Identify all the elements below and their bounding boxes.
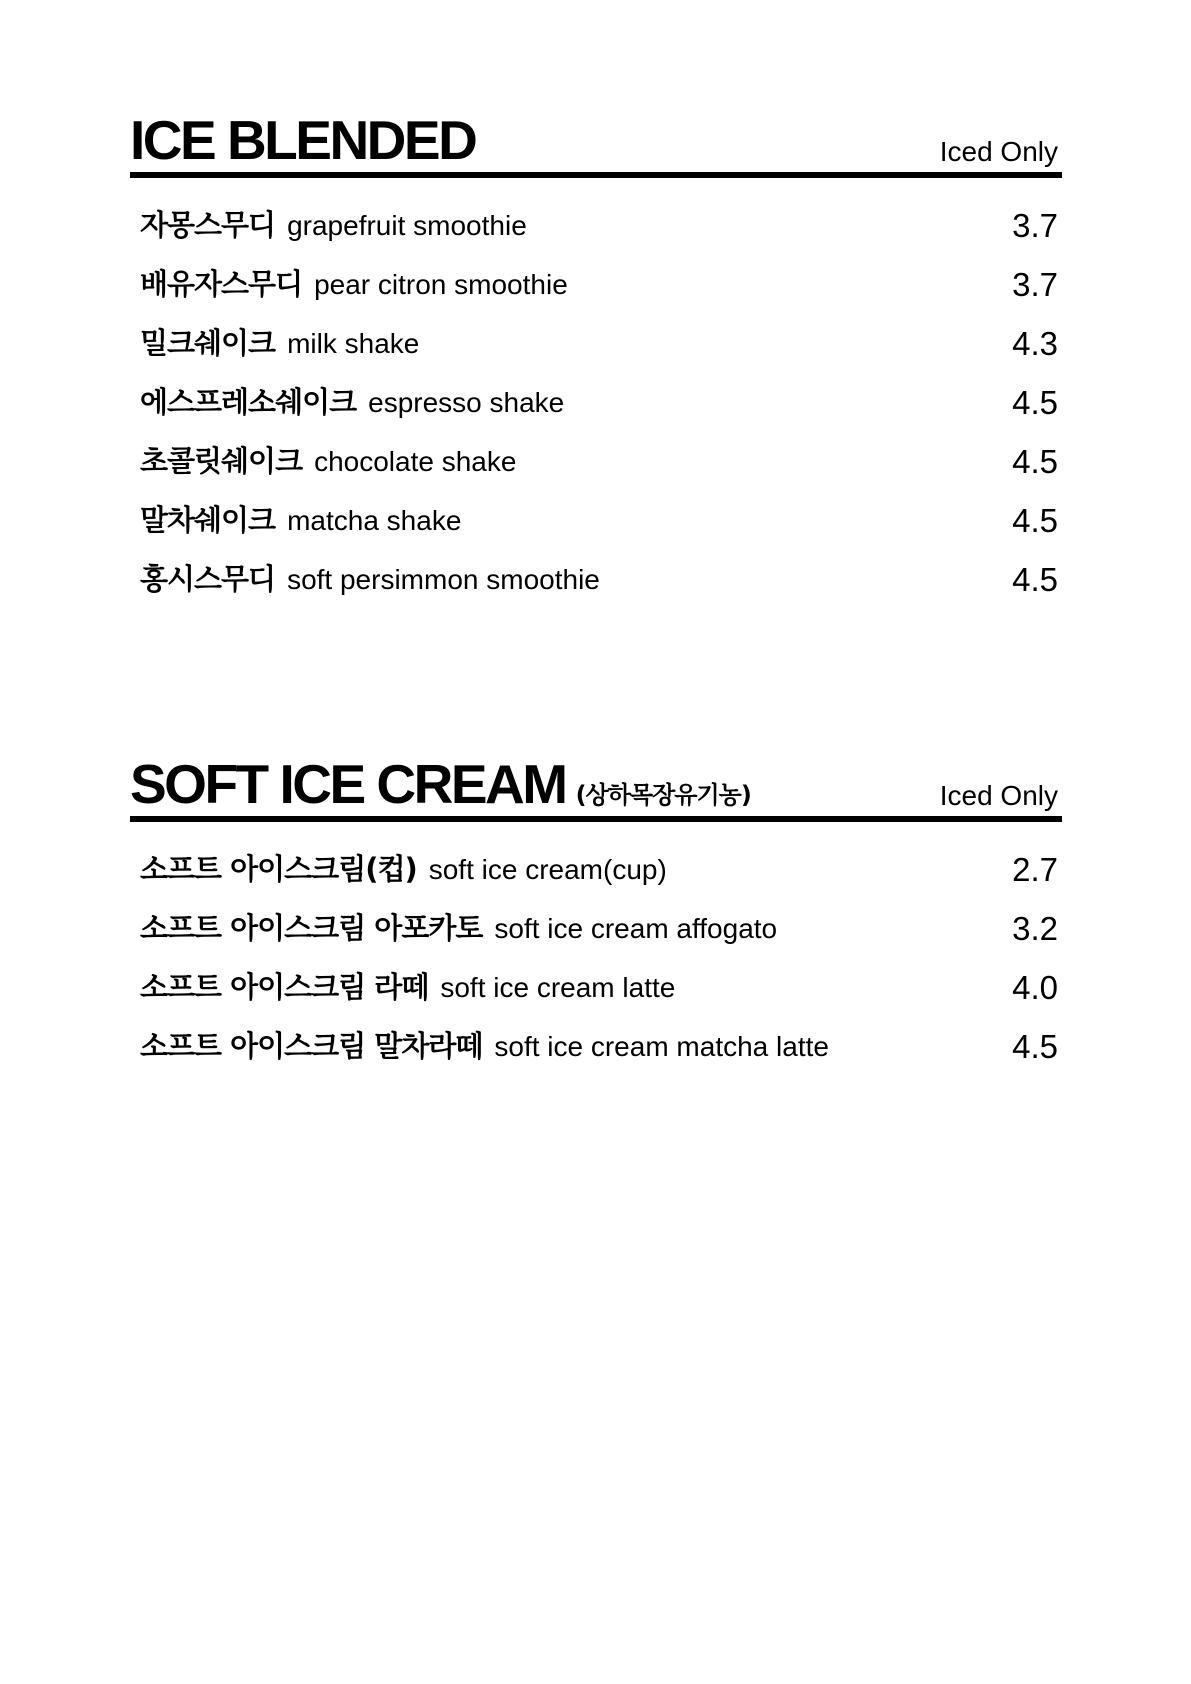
item-price: 4.0	[1012, 969, 1058, 1006]
item-korean-name: 소프트 아이스크림 아포카토	[140, 911, 483, 945]
menu-section-ice-blended	[130, 108, 1062, 609]
item-english-name: pear citron smoothie	[314, 269, 568, 300]
item-price: 3.7	[1012, 207, 1058, 244]
item-korean-name: 에스프레소쉐이크	[140, 385, 357, 419]
item-korean-name: 말차쉐이크	[140, 503, 276, 537]
menu-item	[140, 840, 1062, 899]
item-english-name: soft ice cream(cup)	[428, 854, 667, 885]
section-subtitle: (상하목장유기농)	[575, 781, 751, 809]
item-price: 4.5	[1012, 443, 1058, 480]
item-english-name: soft ice cream latte	[440, 972, 676, 1003]
menu-item	[140, 899, 1062, 958]
menu-item	[140, 196, 1062, 255]
item-english-name: soft ice cream affogato	[494, 913, 778, 944]
menu-item	[140, 491, 1062, 550]
item-price: 4.3	[1012, 325, 1058, 362]
section-title	[130, 753, 751, 815]
menu-item	[140, 373, 1062, 432]
item-price: 4.5	[1012, 1028, 1058, 1065]
item-price: 4.5	[1012, 502, 1058, 539]
item-english-name: grapefruit smoothie	[287, 210, 527, 241]
menu-section-soft-ice-cream	[130, 752, 1062, 1076]
menu-item	[140, 255, 1062, 314]
section-title-text: SOFT ICE CREAM	[130, 753, 566, 815]
menu-item	[140, 432, 1062, 491]
item-english-name: soft ice cream matcha latte	[494, 1031, 829, 1062]
menu-item	[140, 1017, 1062, 1076]
item-english-name: chocolate shake	[314, 446, 517, 477]
menu-item	[140, 314, 1062, 373]
item-english-name: soft persimmon smoothie	[287, 564, 600, 595]
item-korean-name: 초콜릿쉐이크	[140, 444, 303, 478]
item-korean-name: 소프트 아이스크림 라떼	[140, 970, 429, 1004]
section-title	[130, 109, 476, 171]
section-header	[130, 108, 1062, 178]
menu-item	[140, 958, 1062, 1017]
item-price: 4.5	[1012, 384, 1058, 421]
iced-only-note: Iced Only	[939, 136, 1058, 167]
menu-item-list	[130, 822, 1062, 1076]
section-title-text: ICE BLENDED	[130, 109, 476, 171]
item-price: 3.7	[1012, 266, 1058, 303]
item-price: 4.5	[1012, 561, 1058, 598]
item-korean-name: 배유자스무디	[140, 267, 303, 301]
item-price: 2.7	[1012, 851, 1058, 888]
item-english-name: milk shake	[287, 328, 420, 359]
section-header	[130, 752, 1062, 822]
menu-item-list	[130, 178, 1062, 609]
item-korean-name: 홍시스무디	[140, 562, 276, 596]
item-english-name: espresso shake	[368, 387, 565, 418]
item-korean-name: 밀크쉐이크	[140, 326, 276, 360]
item-price: 3.2	[1012, 910, 1058, 947]
item-korean-name: 소프트 아이스크림(컵)	[140, 852, 417, 886]
menu-item	[140, 550, 1062, 609]
item-korean-name: 자몽스무디	[140, 208, 276, 242]
item-korean-name: 소프트 아이스크림 말차라떼	[140, 1029, 483, 1063]
iced-only-note: Iced Only	[939, 780, 1058, 811]
item-english-name: matcha shake	[287, 505, 462, 536]
